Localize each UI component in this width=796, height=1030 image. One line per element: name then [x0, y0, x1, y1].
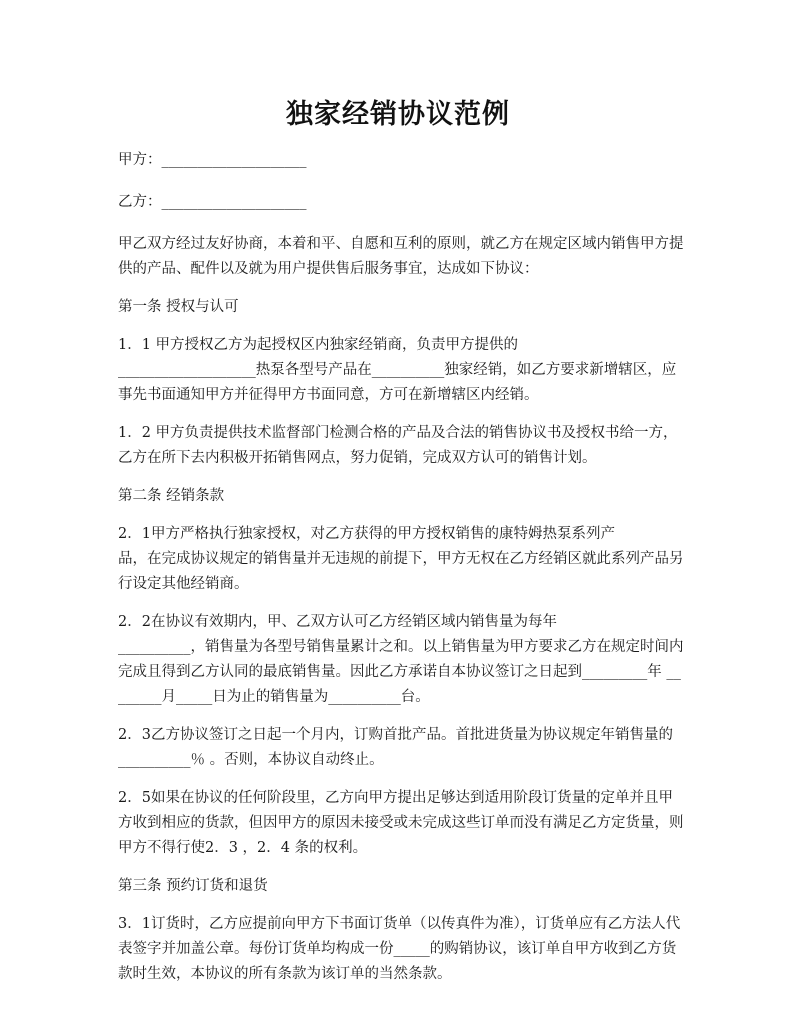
document-title: 独家经销协议范例 [286, 99, 510, 130]
intro-paragraph: 甲乙双方经过友好协商，本着和平、自愿和互利的原则，就乙方在规定区域内销售甲方提供的产品、配件以及就为用户提供售后服务事宜，达成如下协议： [118, 236, 684, 277]
article-3-heading: 第三条 预约订货和退货 [118, 878, 268, 894]
clause-2-5: 2．5如果在协议的任何阶段里，乙方向甲方提出足够达到适用阶段订货量的定单并且甲方收到相应的货款，但因甲方的原因未接受或未完成这些订单而没有满足乙方定货量，则甲方不得行使2．3 ，2．4 条的权利。 [118, 790, 684, 856]
article-1-heading: 第一条 授权与认可 [118, 299, 239, 315]
clause-2-1: 2．1甲方严格执行独家授权，对乙方获得的甲方授权销售的康特姆热泵系列产 品，在完成协议规定的销售量并无违规的前提下，甲方无权在乙方经销区就此系列产品另行设定其他经销商。 [118, 526, 684, 592]
clause-1-2: 1．2 甲方负责提供技术监督部门检测合格的产品及合法的销售协议书及授权书给一方，乙方在所下去内积极开拓销售网点，努力促销，完成双方认可的销售计划。 [118, 425, 678, 466]
clause-2-3: 2．3乙方协议签订之日起一个月内，订购首批产品。首批进货量为协议规定年销售量的 __________％ 。否则，本协议自动终止。 [118, 727, 678, 768]
document-body [118, 148, 684, 1000]
clause-3-1: 3．1订货时，乙方应提前向甲方下书面订货单（以传真件为准），订货单应有乙方法人代表签字并加盖公章。每份订货单均构成一份_____的购销协议，该订单自甲方收到乙方货款时生效，本协议的所有条款为该订单的当然条款。 [118, 916, 681, 982]
clause-2-2: 2．2在协议有效期内，甲、乙双方认可乙方经销区域内销售量为每年 __________，销售量为各型号销售量累计之和。以上销售量为甲方要求乙方在规定时间内完成且得到乙方认同的最底销售量。因此乙方承诺自本协议签订之日起到_________年 ________月_____日为止的销售量为__________台。 [118, 614, 684, 705]
party-a-line: 甲方：____________________ [118, 152, 307, 168]
party-b-line: 乙方：____________________ [118, 194, 307, 210]
article-2-heading: 第二条 经销条款 [118, 488, 225, 504]
clause-1-1: 1．1 甲方授权乙方为起授权区内独家经销商，负责甲方提供的 ___________________热泵各型号产品在__________独家经销，如乙方要求新增辖区，应事先书面通知甲方并征得甲方书面同意，方可在新增辖区内经销。 [118, 337, 677, 403]
